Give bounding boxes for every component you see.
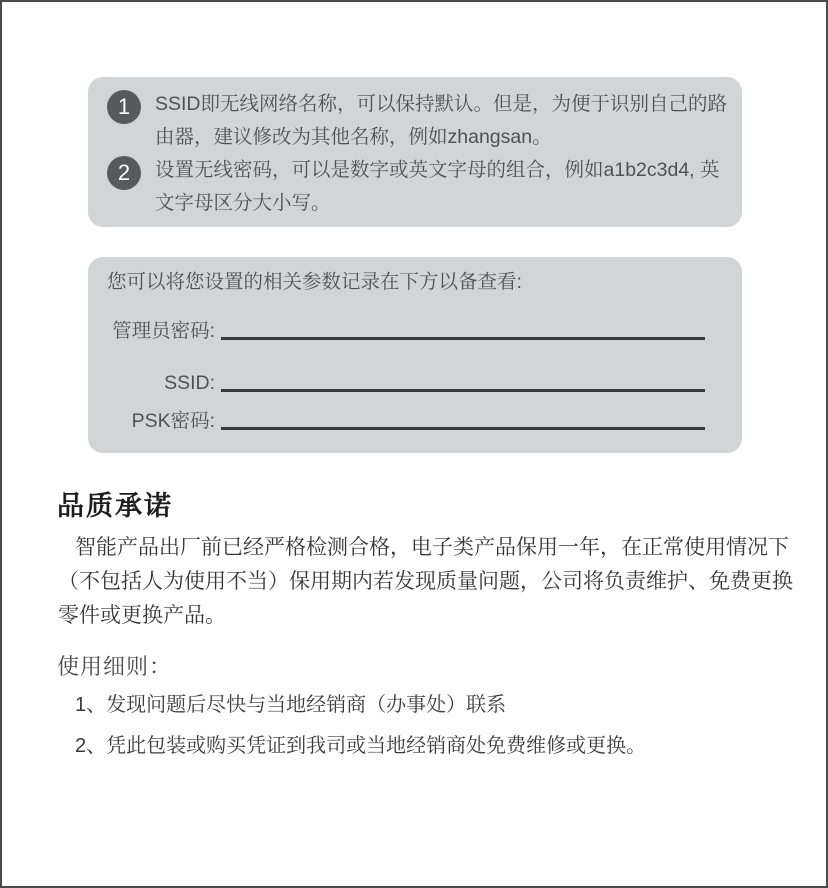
psk-password-row	[88, 408, 742, 434]
admin-password-writein-line	[221, 337, 705, 340]
tip-item	[107, 88, 742, 154]
step-1-badge-icon: 1	[107, 90, 141, 124]
usage-rule-1: 1、发现问题后尽快与当地经销商（办事处）联系	[75, 694, 507, 716]
ssid-label: SSID:	[164, 372, 215, 394]
usage-rules-heading: 使用细则：	[57, 654, 173, 679]
psk-password-label: PSK密码:	[131, 410, 215, 432]
usage-rule-2: 2、凭此包装或购买凭证到我司或当地经销商处免费维修或更换。	[75, 735, 647, 757]
wireless-tips-box	[88, 77, 742, 227]
tip-1-text: SSID即无线网络名称，可以保持默认。但是，为便于识别自己的路由器，建议修改为其他名称，例如zhangsan。	[155, 93, 728, 148]
tip-item	[107, 154, 742, 220]
usage-rules-list	[75, 693, 646, 759]
record-intro-text: 您可以将您设置的相关参数记录在下方以备查看:	[107, 271, 522, 293]
ssid-writein-line	[221, 389, 705, 392]
quality-promise-heading: 品质承诺	[57, 491, 173, 521]
tip-2-text: 设置无线密码，可以是数字或英文字母的组合，例如a1b2c3d4, 英文字母区分大小写。	[155, 159, 720, 214]
step-2-badge-icon: 2	[107, 156, 141, 190]
psk-password-writein-line	[221, 427, 705, 430]
admin-password-row	[88, 318, 742, 344]
parameter-record-box	[88, 257, 742, 453]
admin-password-label: 管理员密码:	[112, 320, 215, 342]
ssid-row	[88, 370, 742, 396]
quality-promise-body: 智能产品出厂前已经严格检测合格，电子类产品保用一年，在正常使用情况下（不包括人为使用不当）保用期内若发现质量问题，公司将负责维护、免费更换零件或更换产品。	[58, 536, 793, 627]
